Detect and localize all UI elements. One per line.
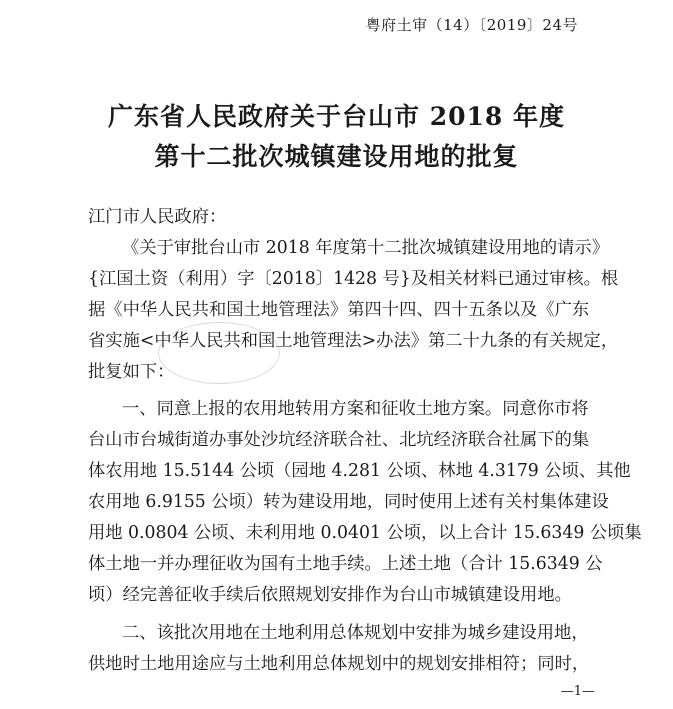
body-line: 顷）经完善征收手续后依照规划安排作为台山市城镇建设用地。: [88, 585, 572, 605]
body-line: 农用地 6.9155 公顷）转为建设用地，同时使用上述有关村集体建设: [88, 492, 609, 512]
document-number: 粤府土审（14）〔2019〕24号: [365, 16, 578, 34]
body-line: 据《中华人民共和国土地管理法》第四十四、四十五条以及《广东: [88, 300, 590, 320]
body-line: 用地 0.0804 公顷、未利用地 0.0401 公顷，以上合计 15.6349 公顷集: [88, 523, 642, 543]
body-line: 供地时土地用途应与土地利用总体规划中的规划安排相符；同时，: [88, 654, 590, 674]
body-line: 批复如下：: [88, 362, 175, 382]
body-line: 体土地一并办理征收为国有土地手续。上述土地（合计 15.6349 公: [88, 554, 603, 574]
body-line: 体农用地 15.5144 公顷（园地 4.281 公顷、林地 4.3179 公顷、其他: [88, 461, 631, 481]
body-line: 二、该批次用地在土地利用总体规划中安排为城乡建设用地，: [122, 623, 589, 643]
body-line: 一、同意上报的农用地转用方案和征收土地方案。同意你市将: [122, 399, 589, 419]
page-number: —1—: [560, 684, 595, 699]
document-title-line-1: 广东省人民政府关于台山市 2018 年度: [108, 102, 565, 131]
salutation: 江门市人民政府：: [88, 207, 227, 227]
document-title-line-2: 第十二批次城镇建设用地的批复: [154, 142, 519, 171]
body-line: 台山市台城街道办事处沙坑经济联合社、北坑经济联合社属下的集: [88, 430, 590, 450]
body-line: {江国土资（利用）字〔2018〕1428 号}及相关材料已通过审核。根: [88, 269, 619, 289]
body-line: 《关于审批台山市 2018 年度第十二批次城镇建设用地的请示》: [122, 238, 609, 258]
body-line: 省实施<中华人民共和国土地管理法>办法》第二十九条的有关规定，: [88, 331, 619, 351]
